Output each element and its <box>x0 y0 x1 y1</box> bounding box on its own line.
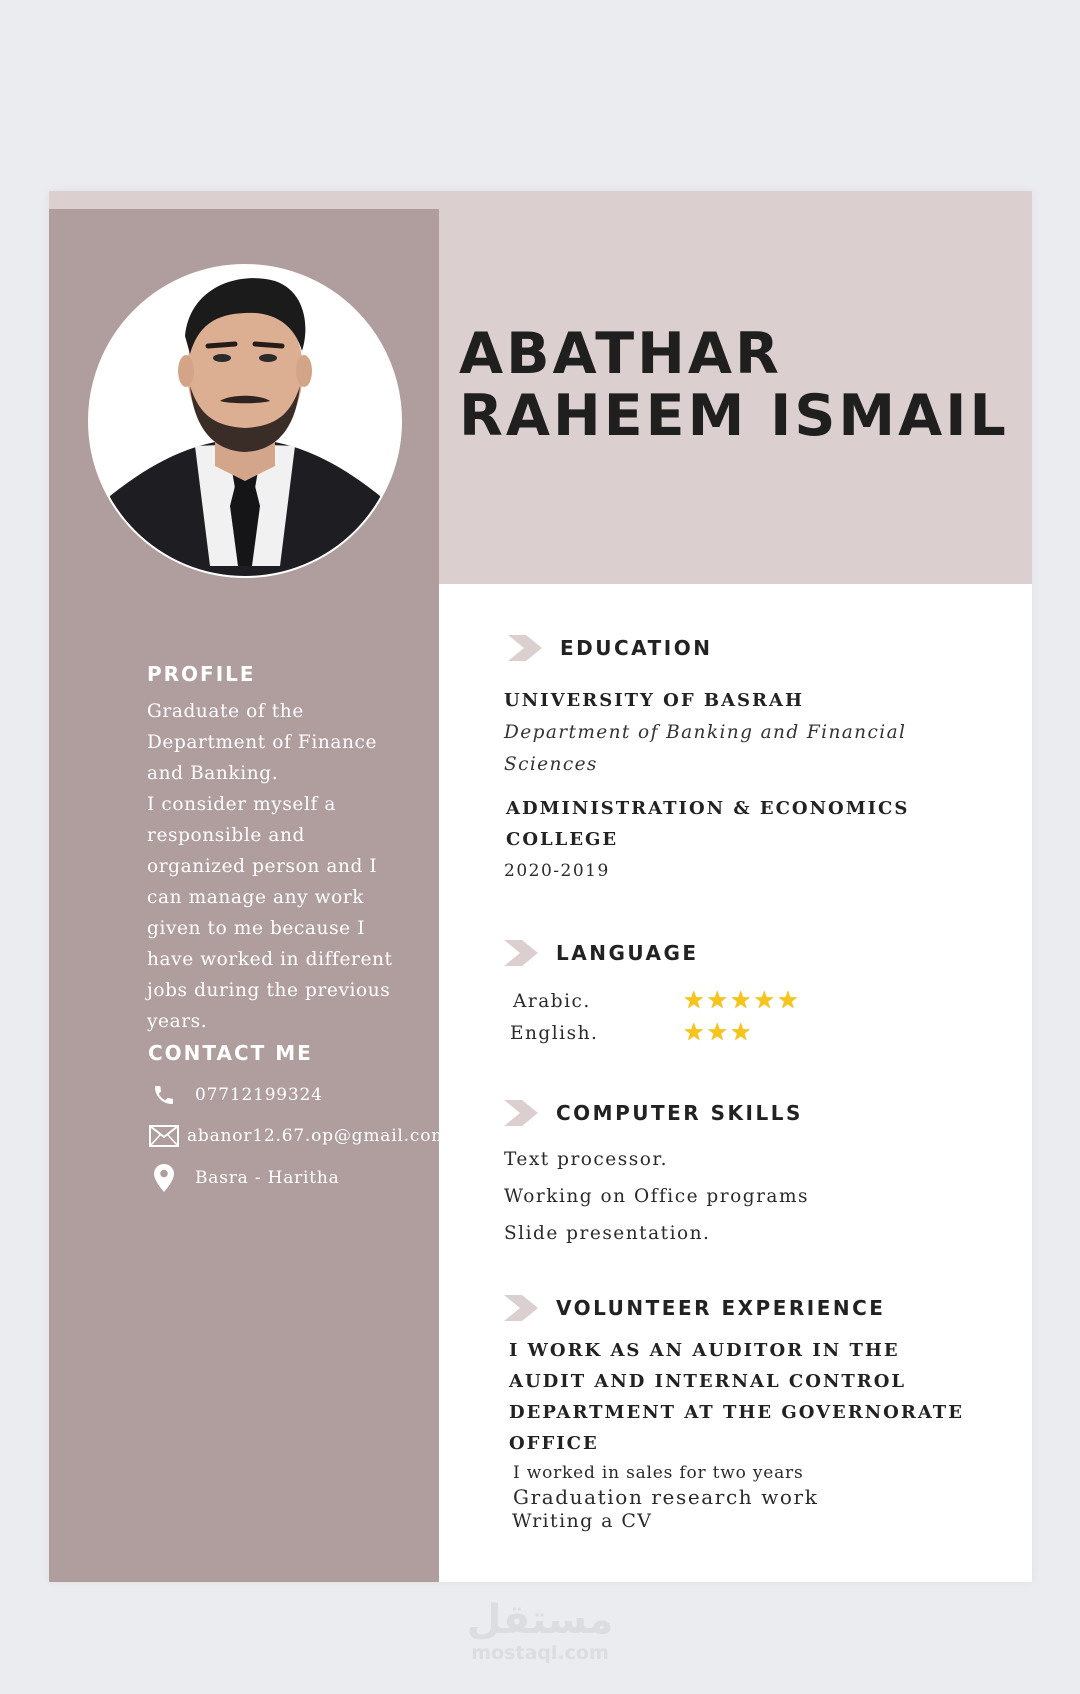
profile-heading: PROFILE <box>147 662 256 686</box>
language-name: English. <box>510 1022 599 1044</box>
profile-photo <box>88 264 402 578</box>
envelope-icon <box>147 1122 181 1150</box>
college-line1: ADMINISTRATION & ECONOMICS <box>506 798 910 819</box>
portrait-illustration <box>90 266 400 576</box>
full-name <box>459 323 1009 447</box>
star-rating: ★★★★★ <box>683 986 801 1014</box>
contact-email <box>147 1122 448 1150</box>
chevron-right-icon <box>504 1295 538 1321</box>
name-line2: RAHEEM ISMAIL <box>459 383 1009 449</box>
contact-heading: CONTACT ME <box>148 1041 313 1065</box>
language-heading-label: LANGUAGE <box>556 941 699 965</box>
name-line1: ABATHAR <box>459 321 782 387</box>
watermark <box>0 1598 1080 1664</box>
phone-icon <box>147 1081 181 1109</box>
language-name: Arabic. <box>513 990 591 1012</box>
volunteer-item: I worked in sales for two years <box>513 1463 804 1483</box>
language-item <box>510 1020 830 1046</box>
university-name: UNIVERSITY OF BASRAH <box>504 690 804 711</box>
profile-line: Graduate of the <box>147 701 304 722</box>
college-line2: COLLEGE <box>506 829 619 850</box>
location-value: Basra - Haritha <box>195 1168 340 1188</box>
resume-page <box>49 191 1032 1582</box>
profile-line: responsible and <box>147 825 305 846</box>
chevron-right-icon <box>504 940 538 966</box>
volunteer-title-line: OFFICE <box>509 1433 599 1454</box>
education-years: 2020-2019 <box>504 861 610 881</box>
volunteer-title-line: I WORK AS AN AUDITOR IN THE <box>509 1340 900 1361</box>
chevron-right-icon <box>504 1100 538 1126</box>
volunteer-heading <box>504 1295 885 1321</box>
watermark-arabic: مستقل <box>466 1597 614 1643</box>
profile-line: jobs during the previous <box>147 980 391 1001</box>
profile-line: and Banking. <box>147 763 279 784</box>
volunteer-title-line: AUDIT AND INTERNAL CONTROL <box>509 1371 907 1392</box>
volunteer-heading-label: VOLUNTEER EXPERIENCE <box>556 1296 886 1320</box>
skill-item: Working on Office programs <box>504 1186 809 1207</box>
phone-value[interactable]: 07712199324 <box>195 1085 323 1105</box>
profile-line: can manage any work <box>147 887 365 908</box>
star-rating: ★★★ <box>683 1018 754 1046</box>
sidebar <box>49 209 449 1582</box>
location-pin-icon <box>147 1164 181 1192</box>
chevron-right-icon <box>508 635 542 661</box>
profile-text <box>147 696 417 1037</box>
volunteer-title-line: DEPARTMENT AT THE GOVERNORATE <box>509 1402 964 1423</box>
watermark-latin: mostaql.com <box>471 1642 609 1664</box>
profile-line: years. <box>147 1011 208 1032</box>
profile-line: organized person and I <box>147 856 378 877</box>
email-value[interactable]: abanor12.67.op@gmail.com <box>187 1126 449 1146</box>
skill-item: Text processor. <box>504 1149 669 1170</box>
language-heading <box>504 940 699 966</box>
profile-line: given to me because I <box>147 918 366 939</box>
language-item <box>513 988 833 1014</box>
contact-phone <box>147 1081 323 1109</box>
department-line2: Sciences <box>504 754 598 775</box>
education-heading-label: EDUCATION <box>560 636 713 660</box>
computer-skills-heading <box>504 1100 803 1126</box>
profile-line: I consider myself a <box>147 794 337 815</box>
volunteer-item: Writing a CV <box>512 1510 653 1532</box>
profile-line: have worked in different <box>147 949 393 970</box>
contact-location <box>147 1164 340 1192</box>
education-heading <box>508 635 712 661</box>
department-line1: Department of Banking and Financial <box>504 722 907 743</box>
profile-line: Department of Finance <box>147 732 378 753</box>
volunteer-item: Graduation research work <box>513 1485 819 1509</box>
computer-skills-heading-label: COMPUTER SKILLS <box>556 1101 803 1125</box>
skill-item: Slide presentation. <box>504 1223 711 1244</box>
